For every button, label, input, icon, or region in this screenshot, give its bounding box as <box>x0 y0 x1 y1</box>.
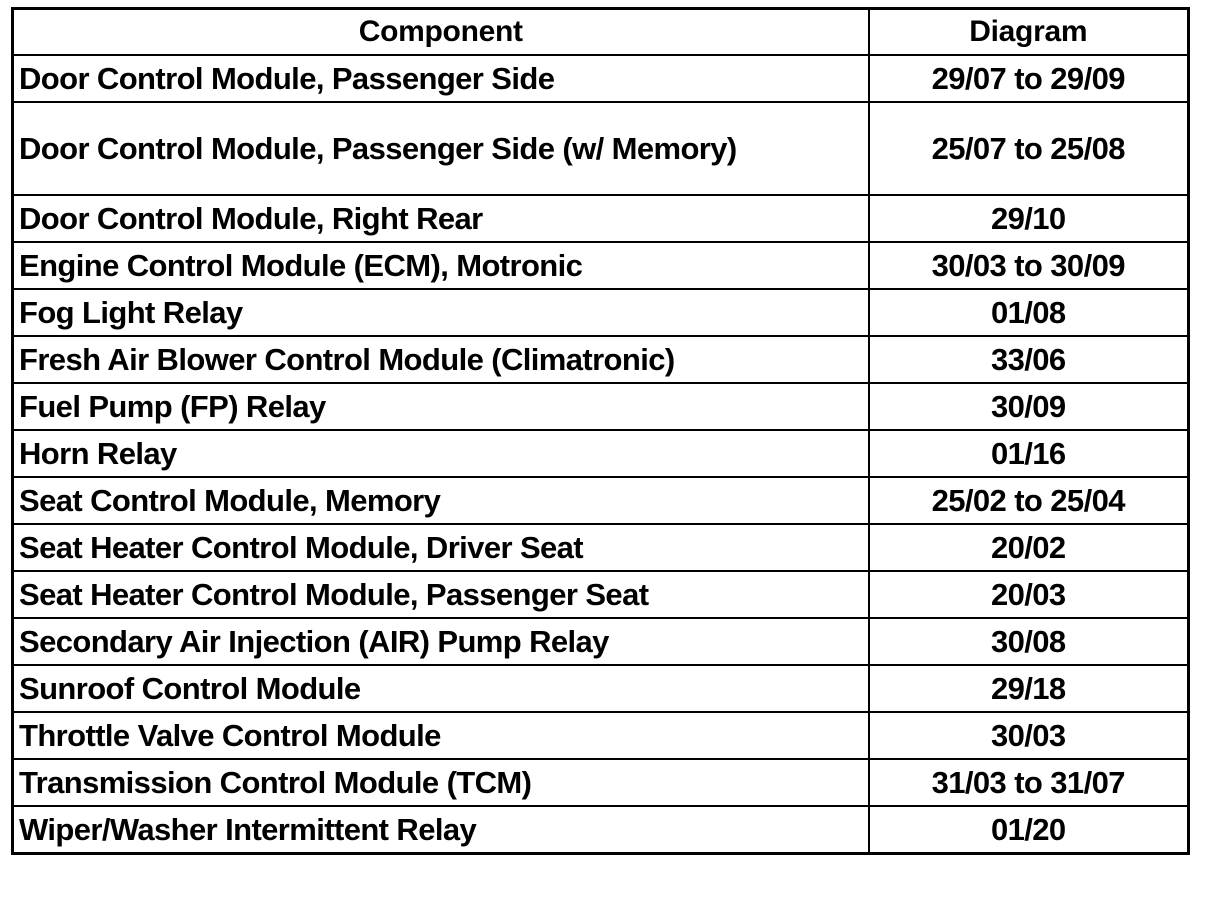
table-row <box>13 195 1189 242</box>
diagram-cell: 30/03 <box>869 712 1189 759</box>
table-row <box>13 524 1189 571</box>
component-cell: Transmission Control Module (TCM) <box>13 759 869 806</box>
diagram-cell: 30/08 <box>869 618 1189 665</box>
table-row <box>13 242 1189 289</box>
diagram-cell: 01/20 <box>869 806 1189 854</box>
component-cell: Seat Control Module, Memory <box>13 477 869 524</box>
table-row <box>13 665 1189 712</box>
component-cell: Fresh Air Blower Control Module (Climatronic) <box>13 336 869 383</box>
diagram-cell: 30/09 <box>869 383 1189 430</box>
component-cell: Secondary Air Injection (AIR) Pump Relay <box>13 618 869 665</box>
diagram-cell: 31/03 to 31/07 <box>869 759 1189 806</box>
component-cell: Sunroof Control Module <box>13 665 869 712</box>
component-cell: Door Control Module, Right Rear <box>13 195 869 242</box>
header-component: Component <box>13 9 869 56</box>
component-cell: Fog Light Relay <box>13 289 869 336</box>
component-cell: Throttle Valve Control Module <box>13 712 869 759</box>
table-row <box>13 618 1189 665</box>
table-row <box>13 289 1189 336</box>
component-cell: Fuel Pump (FP) Relay <box>13 383 869 430</box>
diagram-cell: 01/08 <box>869 289 1189 336</box>
diagram-cell: 29/10 <box>869 195 1189 242</box>
table-row <box>13 571 1189 618</box>
table-row <box>13 102 1189 195</box>
component-cell: Seat Heater Control Module, Passenger Seat <box>13 571 869 618</box>
diagram-cell: 33/06 <box>869 336 1189 383</box>
diagram-cell: 20/02 <box>869 524 1189 571</box>
component-cell: Door Control Module, Passenger Side (w/ Memory) <box>13 102 869 195</box>
table-row <box>13 477 1189 524</box>
table-header-row <box>13 9 1189 56</box>
diagram-cell: 30/03 to 30/09 <box>869 242 1189 289</box>
component-cell: Wiper/Washer Intermittent Relay <box>13 806 869 854</box>
table-row <box>13 712 1189 759</box>
component-cell: Door Control Module, Passenger Side <box>13 55 869 102</box>
diagram-cell: 29/18 <box>869 665 1189 712</box>
diagram-cell: 20/03 <box>869 571 1189 618</box>
table-row <box>13 383 1189 430</box>
table-row <box>13 430 1189 477</box>
diagram-cell: 25/07 to 25/08 <box>869 102 1189 195</box>
component-cell: Seat Heater Control Module, Driver Seat <box>13 524 869 571</box>
table-row <box>13 55 1189 102</box>
diagram-cell: 29/07 to 29/09 <box>869 55 1189 102</box>
component-diagram-table <box>11 7 1190 855</box>
table-row <box>13 336 1189 383</box>
component-cell: Horn Relay <box>13 430 869 477</box>
table-row <box>13 806 1189 854</box>
table-row <box>13 759 1189 806</box>
component-cell: Engine Control Module (ECM), Motronic <box>13 242 869 289</box>
diagram-cell: 25/02 to 25/04 <box>869 477 1189 524</box>
header-diagram: Diagram <box>869 9 1189 56</box>
diagram-cell: 01/16 <box>869 430 1189 477</box>
